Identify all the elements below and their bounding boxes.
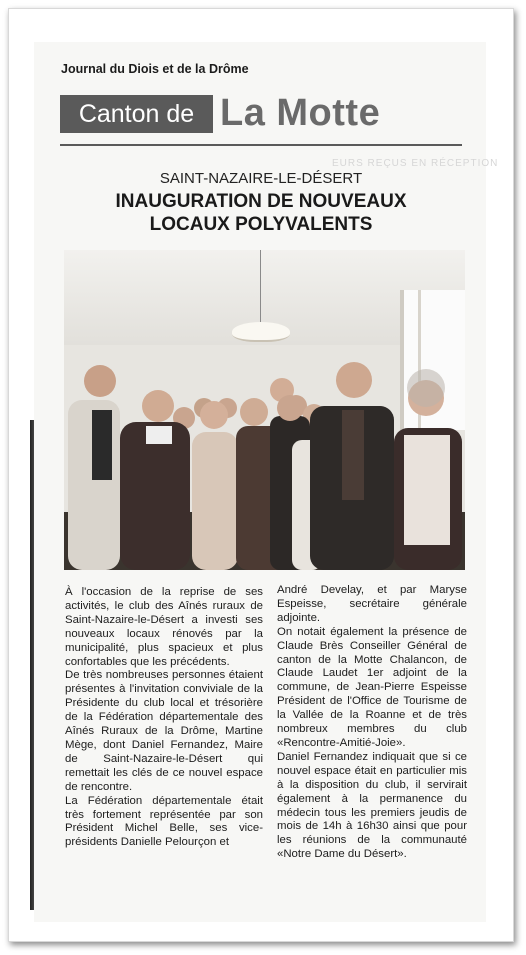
headline-line-2: LOCAUX POLYVALENTS — [149, 214, 373, 235]
headline-line-1: INAUGURATION DE NOUVEAUX — [115, 191, 407, 212]
article-kicker: SAINT-NAZAIRE-LE-DÉSERT — [159, 170, 363, 187]
paragraph: On notait également la présence de Claude Brès Conseiller Général de canton de la Motte Chalancon, de Claude Laudet 1er adjoint de la commune, de Jean-Pierre Espeisse Président de l'Office de Tourisme de la Vallée de la Roanne et de très nombreux membres du club «Rencontre-Amitié-Joie». — [277, 625, 467, 749]
paragraph: Daniel Fernandez indiquait que si ce nouvel espace était en particulier mis à la disposition du club, il servirait également à la permanence du médecin tous les premiers jeudis de mois de 14h à 16h30 ainsi que pour les réunions de la communauté «Notre Dame du Désert». — [277, 750, 467, 861]
article-column-left — [65, 586, 263, 850]
paragraph: André Develay, et par Maryse Espeisse, secrétaire générale adjointe. — [277, 584, 467, 624]
article-column-right — [277, 584, 467, 862]
group-photo — [64, 250, 465, 570]
section-banner — [60, 92, 480, 134]
show-through-text: EURS REÇUS EN RÉCEPTION — [332, 158, 499, 169]
place-title: La Motte — [220, 92, 381, 134]
group-people-illustration — [64, 250, 465, 570]
paragraph: De très nombreuses personnes étaient présentes à l'invitation conviviale de la Présidente du club local et trésorière de la Fédération départementale des Aînés Ruraux de la Drôme, Martine Mège, dont Daniel Fernandez, Maire de Saint-Nazaire-le-Désert qui remettait les clés de ce nouvel espace de rencontre. — [65, 669, 263, 793]
article-headline — [60, 190, 462, 236]
paragraph: La Fédération départementale était très fortement représentée par son Président Michel Belle, ses vice-présidents Danielle Pelourçon et — [65, 794, 263, 849]
canton-label: Canton de — [60, 95, 213, 133]
newspaper-name: Journal du Diois et de la Drôme — [61, 62, 249, 76]
banner-rule — [60, 144, 462, 146]
paragraph: À l'occasion de la reprise de ses activités, le club des Aînés ruraux de Saint-Nazaire-le-Désert a investi ses nouveaux locaux rénovés par la municipalité, plus spacieux et plus confortables que les précédents. — [65, 586, 263, 668]
